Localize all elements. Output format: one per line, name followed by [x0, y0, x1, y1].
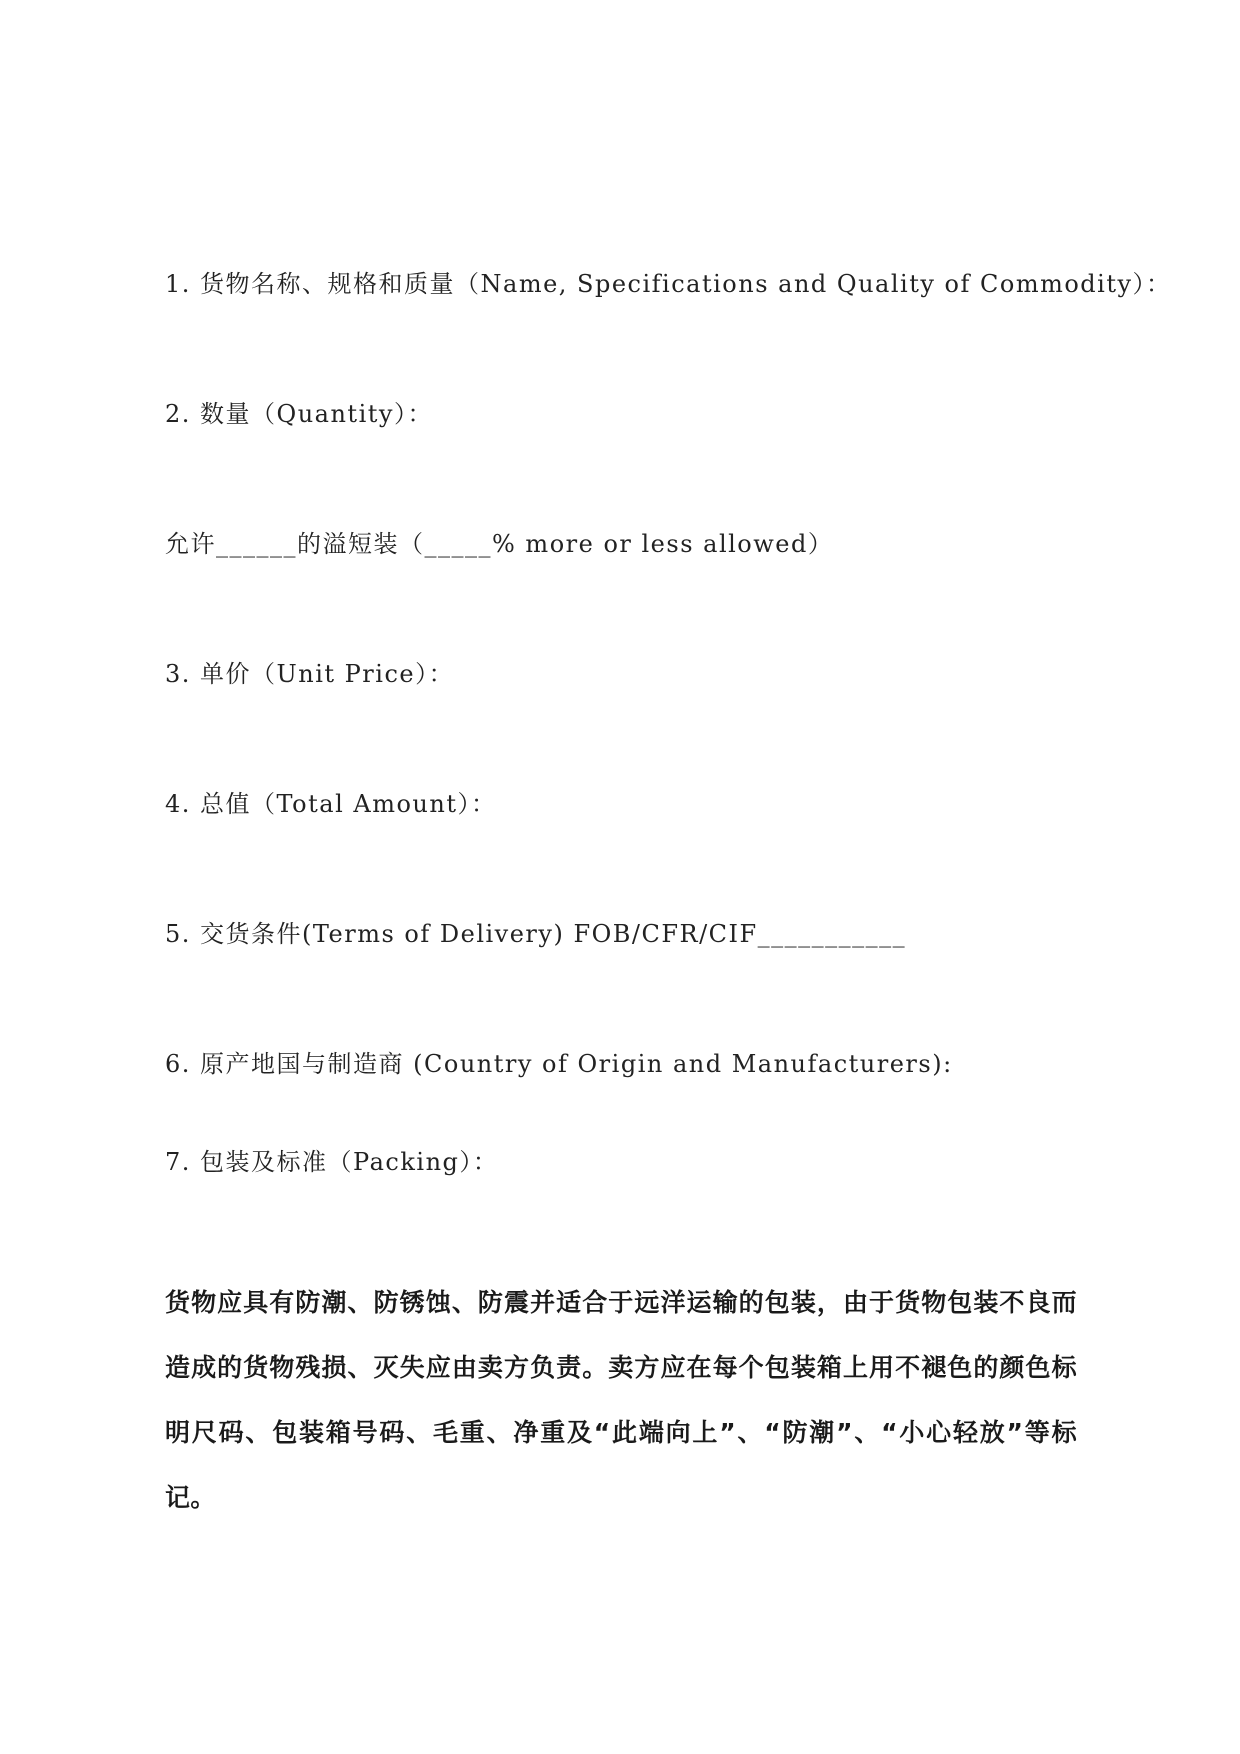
item-quantity: 2. 数量（Quantity）：	[165, 400, 433, 428]
item-total-amount: 4. 总值（Total Amount）：	[165, 790, 497, 818]
item-commodity: 1. 货物名称、规格和质量（Name, Specifications and Quality of Commodity）：	[165, 270, 1172, 298]
item-tolerance: 允许______的溢短装（_____% more or less allowed）	[165, 530, 834, 558]
item-packing: 7. 包装及标准（Packing）：	[165, 1148, 499, 1176]
item-unit-price: 3. 单价（Unit Price）：	[165, 660, 455, 688]
item-country-of-origin: 6. 原产地国与制造商 (Country of Origin and Manufacturers):	[165, 1050, 953, 1078]
packing-paragraph: 货物应具有防潮、防锈蚀、防震并适合于远洋运输的包装，由于货物包装不良而造成的货物残损、灭失应由卖方负责。卖方应在每个包装箱上用不褪色的颜色标明尺码、包装箱号码、毛重、净重及“此端向上”、“防潮”、“小心轻放”等标记。	[165, 1288, 1077, 1512]
item-terms-of-delivery: 5. 交货条件(Terms of Delivery) FOB/CFR/CIF___________	[165, 920, 907, 948]
